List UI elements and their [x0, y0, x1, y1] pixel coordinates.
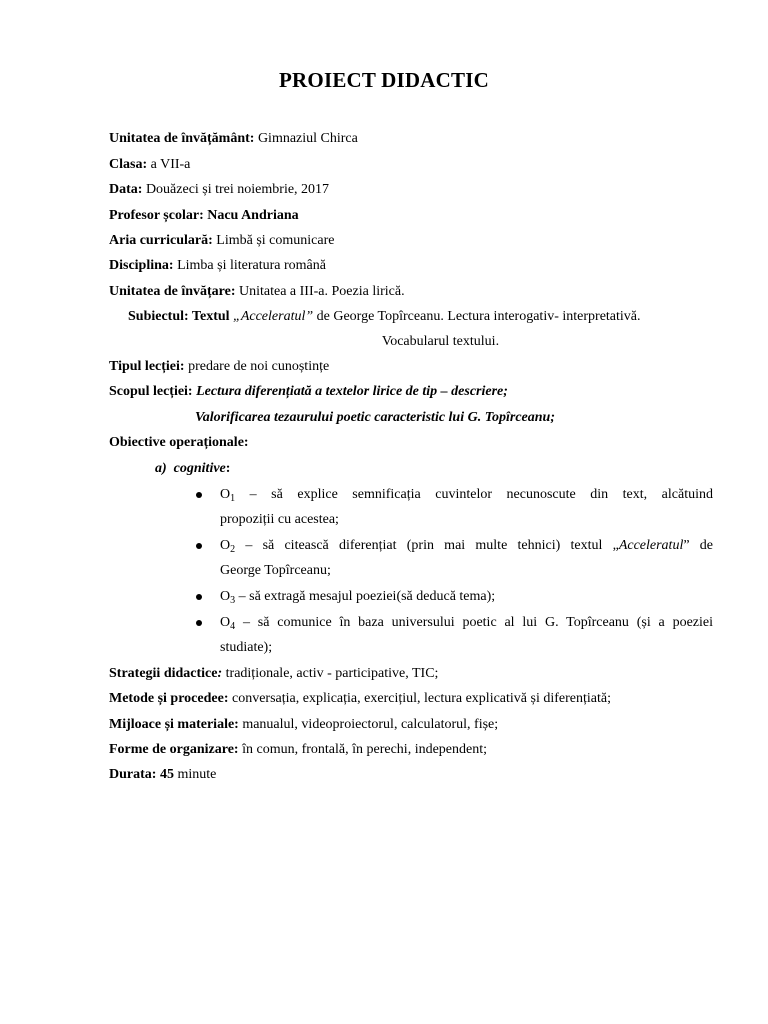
field-tipul: [109, 358, 329, 376]
objective-sub: 2: [230, 544, 236, 555]
field-value: Limba și literatura română: [177, 258, 326, 273]
objective-code: O: [220, 615, 231, 630]
objective-o1-line1: [220, 486, 713, 504]
objective-o3-line1: [220, 588, 495, 606]
cognitive-heading: [155, 460, 230, 478]
cognitive-colon: :: [225, 461, 231, 476]
field-forme: [109, 741, 487, 759]
objective-code: O: [220, 589, 231, 604]
field-value: a VII-a: [150, 157, 191, 172]
field-value: în comun, frontală, în perechi, independent;: [242, 742, 488, 757]
objective-text: – să extragă mesajul poeziei(să deducă tema);: [238, 589, 496, 604]
field-value: Unitatea a III-a. Poezia lirică.: [239, 284, 405, 299]
duration-unit: minute: [177, 767, 217, 782]
objective-code: O: [220, 487, 231, 502]
field-label: Tipul lecției:: [109, 359, 185, 374]
field-value: Nacu Andriana: [207, 208, 299, 223]
field-label: Profesor școlar:: [109, 208, 204, 223]
bullet-icon: [196, 543, 202, 549]
list-marker: a): [155, 461, 167, 476]
field-label: Forme de organizare:: [109, 742, 239, 757]
poem-title: „Acceleratul”: [233, 309, 314, 324]
objective-code: O: [220, 538, 231, 553]
field-label: Mijloace și materiale:: [109, 717, 239, 732]
cognitive-label: cognitive: [173, 461, 226, 476]
field-label: Clasa:: [109, 157, 148, 172]
field-unitatea-invatare: [109, 283, 405, 301]
objective-o2-line2: George Topîrceanu;: [220, 563, 331, 578]
field-disciplina: [109, 257, 326, 275]
field-label: Metode și procedee:: [109, 691, 229, 706]
field-label: Disciplina:: [109, 258, 174, 273]
objective-o4-line2: studiate);: [220, 640, 273, 655]
objective-sub: 1: [230, 493, 236, 504]
objective-text: – să explice semnificația cuvintelor necunoscute din text, alcătuind: [249, 487, 713, 502]
field-scopul: [109, 383, 508, 401]
field-label: Durata:: [109, 767, 157, 782]
objective-text: – să citească diferențiat (prin mai multe tehnici) textul „: [245, 538, 619, 553]
objective-sub: 3: [230, 595, 236, 606]
field-label: Subiectul: Textul: [128, 309, 230, 324]
field-value: Gimnaziul Chirca: [257, 131, 358, 146]
field-durata: [109, 766, 216, 784]
field-value: Lectura diferențiată a textelor lirice de tip – descriere;: [196, 384, 508, 399]
field-value: manualul, videoproiectorul, calculatorul, fișe;: [242, 717, 499, 732]
objective-sub: 4: [230, 621, 236, 632]
field-label: Data:: [109, 182, 143, 197]
bullet-icon: [196, 620, 202, 626]
field-subiectul: [128, 308, 641, 326]
field-unitatea-invatamant: [109, 130, 358, 148]
field-colon: :: [217, 666, 223, 681]
poem-title: Acceleratul: [618, 538, 684, 553]
field-clasa: [109, 156, 190, 174]
field-value: Limbă și comunicare: [216, 233, 335, 248]
field-label: Unitatea de învățământ:: [109, 131, 255, 146]
field-metode: [109, 690, 611, 708]
field-label: Strategii didactice: [109, 666, 218, 681]
objective-o1-line2: propoziții cu acestea;: [220, 512, 339, 527]
objective-text: – să comunice în baza universului poetic al lui G. Topîrceanu (și a poeziei: [242, 615, 714, 630]
field-value: Vocabularul textului.: [381, 334, 500, 349]
field-mijloace: [109, 716, 498, 734]
field-aria: [109, 232, 334, 250]
field-profesor: [109, 207, 299, 225]
objective-o2-line1: [220, 537, 713, 555]
field-label: Scopul lecției:: [109, 384, 193, 399]
field-value: conversația, explicația, exercițiul, lectura explicativă și diferențiată;: [231, 691, 611, 706]
field-subiectul-line2: [0, 333, 728, 351]
objective-o4-line1: [220, 614, 713, 632]
field-value: de George Topîrceanu. Lectura interogativ- interpretativă.: [316, 309, 641, 324]
bullet-icon: [196, 492, 202, 498]
field-label: Unitatea de învățare:: [109, 284, 236, 299]
field-value: tradiționale, activ - participative, TIC;: [225, 666, 439, 681]
field-strategii: [109, 665, 438, 683]
field-label: Aria curriculară:: [109, 233, 213, 248]
field-obiective: Obiective operaționale:: [109, 435, 249, 450]
bullet-icon: [196, 594, 202, 600]
field-value: predare de noi cunoștințe: [188, 359, 330, 374]
document-title: PROIECT DIDACTIC: [279, 68, 489, 92]
field-data: [109, 181, 329, 199]
duration-number: 45: [159, 767, 174, 782]
field-value: Douăzeci și trei noiembrie, 2017: [145, 182, 330, 197]
field-scopul-line2: Valorificarea tezaurului poetic caracteristic lui G. Topîrceanu;: [195, 410, 555, 425]
objective-text-end: ” de: [683, 538, 713, 553]
